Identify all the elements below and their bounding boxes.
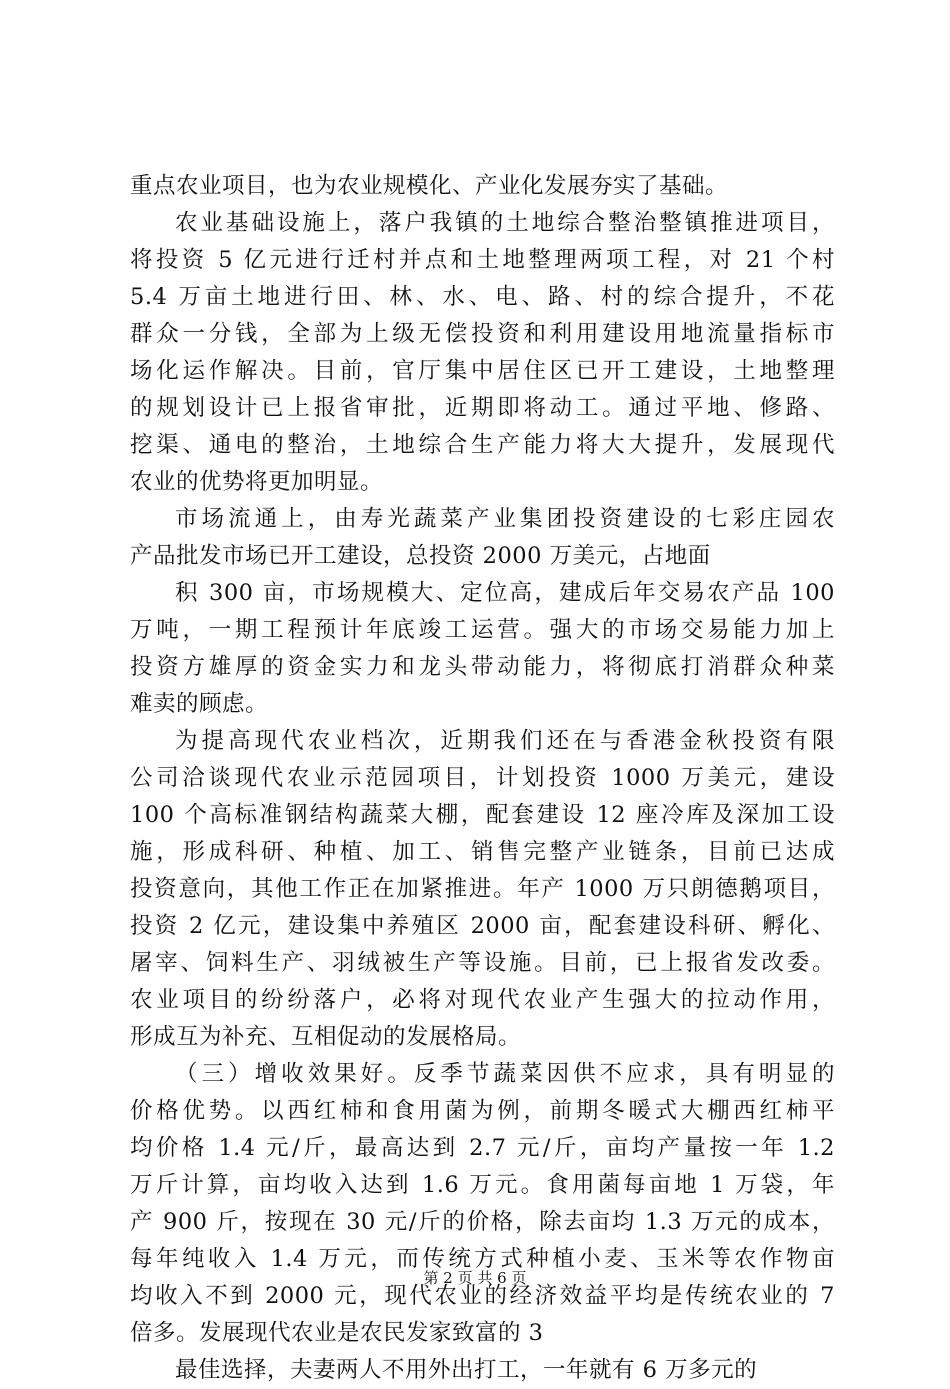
text-line: 场化运作解决。目前，官厅集中居住区已开工建设，土地整理: [130, 358, 835, 384]
text-line: 倍多。发展现代农业是农民发家致富的 3: [130, 1320, 544, 1346]
text-line: 产 900 斤，按现在 30 元/斤的价格，除去亩均 1.3 万元的成本，: [130, 1209, 835, 1235]
text-line: 难卖的顾虑。: [130, 691, 269, 717]
text-line: 挖渠、通电的整治，土地综合生产能力将大大提升，发展现代: [130, 432, 835, 458]
text-line: 积 300 亩，市场规模大、定位高，建成后年交易农产品 100: [175, 580, 835, 606]
text-line: 将投资 5 亿元进行迁村并点和土地整理两项工程，对 21 个村: [130, 247, 835, 273]
text-line: 每年纯收入 1.4 万元，而传统方式种植小麦、玉米等农作物亩: [130, 1246, 835, 1272]
text-line: 的规划设计已上报省审批，近期即将动工。通过平地、修路、: [130, 395, 835, 421]
text-line: 最佳选择，夫妻两人不用外出打工，一年就有 6 万多元的: [175, 1357, 758, 1383]
text-line: 为提高现代农业档次，近期我们还在与香港金秋投资有限: [175, 728, 835, 754]
text-line: 农业基础设施上，落户我镇的土地综合整治整镇推进项目，: [175, 210, 835, 236]
text-line: 产品批发市场已开工建设，总投资 2000 万美元，占地面: [130, 543, 711, 569]
text-line: 100 个高标准钢结构蔬菜大棚，配套建设 12 座冷库及深加工设: [130, 802, 835, 828]
text-line: 重点农业项目，也为农业规模化、产业化发展夯实了基础。: [130, 173, 729, 199]
text-line: 万吨，一期工程预计年底竣工运营。强大的市场交易能力加上: [130, 617, 835, 643]
text-line: 农业的优势将更加明显。: [130, 469, 384, 495]
text-line: 万斤计算，亩均收入达到 1.6 万元。食用菌每亩地 1 万袋，年: [130, 1172, 835, 1198]
text-line: 价格优势。以西红柿和食用菌为例，前期冬暖式大棚西红柿平: [130, 1098, 835, 1124]
text-line: 均收入不到 2000 元，现代农业的经济效益平均是传统农业的 7: [130, 1283, 835, 1309]
text-line: 形成互为补充、互相促动的发展格局。: [130, 1024, 522, 1050]
text-line: 均价格 1.4 元/斤，最高达到 2.7 元/斤，亩均产量按一年 1.2: [130, 1135, 835, 1161]
page-footer: 第 2 页 共 6 页: [423, 1269, 527, 1287]
text-line: 投资方雄厚的资金实力和龙头带动能力，将彻底打消群众种菜: [130, 654, 835, 680]
text-line: 施，形成科研、种植、加工、销售完整产业链条，目前已达成: [130, 839, 835, 865]
text-line: 农业项目的纷纷落户，必将对现代农业产生强大的拉动作用，: [130, 987, 835, 1013]
text-line: 投资 2 亿元，建设集中养殖区 2000 亩，配套建设科研、孵化、: [130, 913, 835, 939]
text-line: 屠宰、饲料生产、羽绒被生产等设施。目前，已上报省发改委。: [130, 950, 835, 976]
text-line: 群众一分钱，全部为上级无偿投资和利用建设用地流量指标市: [130, 321, 835, 347]
text-line: （三）增收效果好。反季节蔬菜因供不应求，具有明显的: [175, 1061, 835, 1087]
text-line: 投资意向，其他工作正在加紧推进。年产 1000 万只朗德鹅项目，: [130, 876, 835, 902]
text-line: 公司洽谈现代农业示范园项目，计划投资 1000 万美元，建设: [130, 765, 835, 791]
text-line: 5.4 万亩土地进行田、林、水、电、路、村的综合提升，不花: [130, 284, 835, 310]
text-line: 市场流通上，由寿光蔬菜产业集团投资建设的七彩庄园农: [175, 506, 835, 532]
document-body: [130, 168, 835, 1389]
